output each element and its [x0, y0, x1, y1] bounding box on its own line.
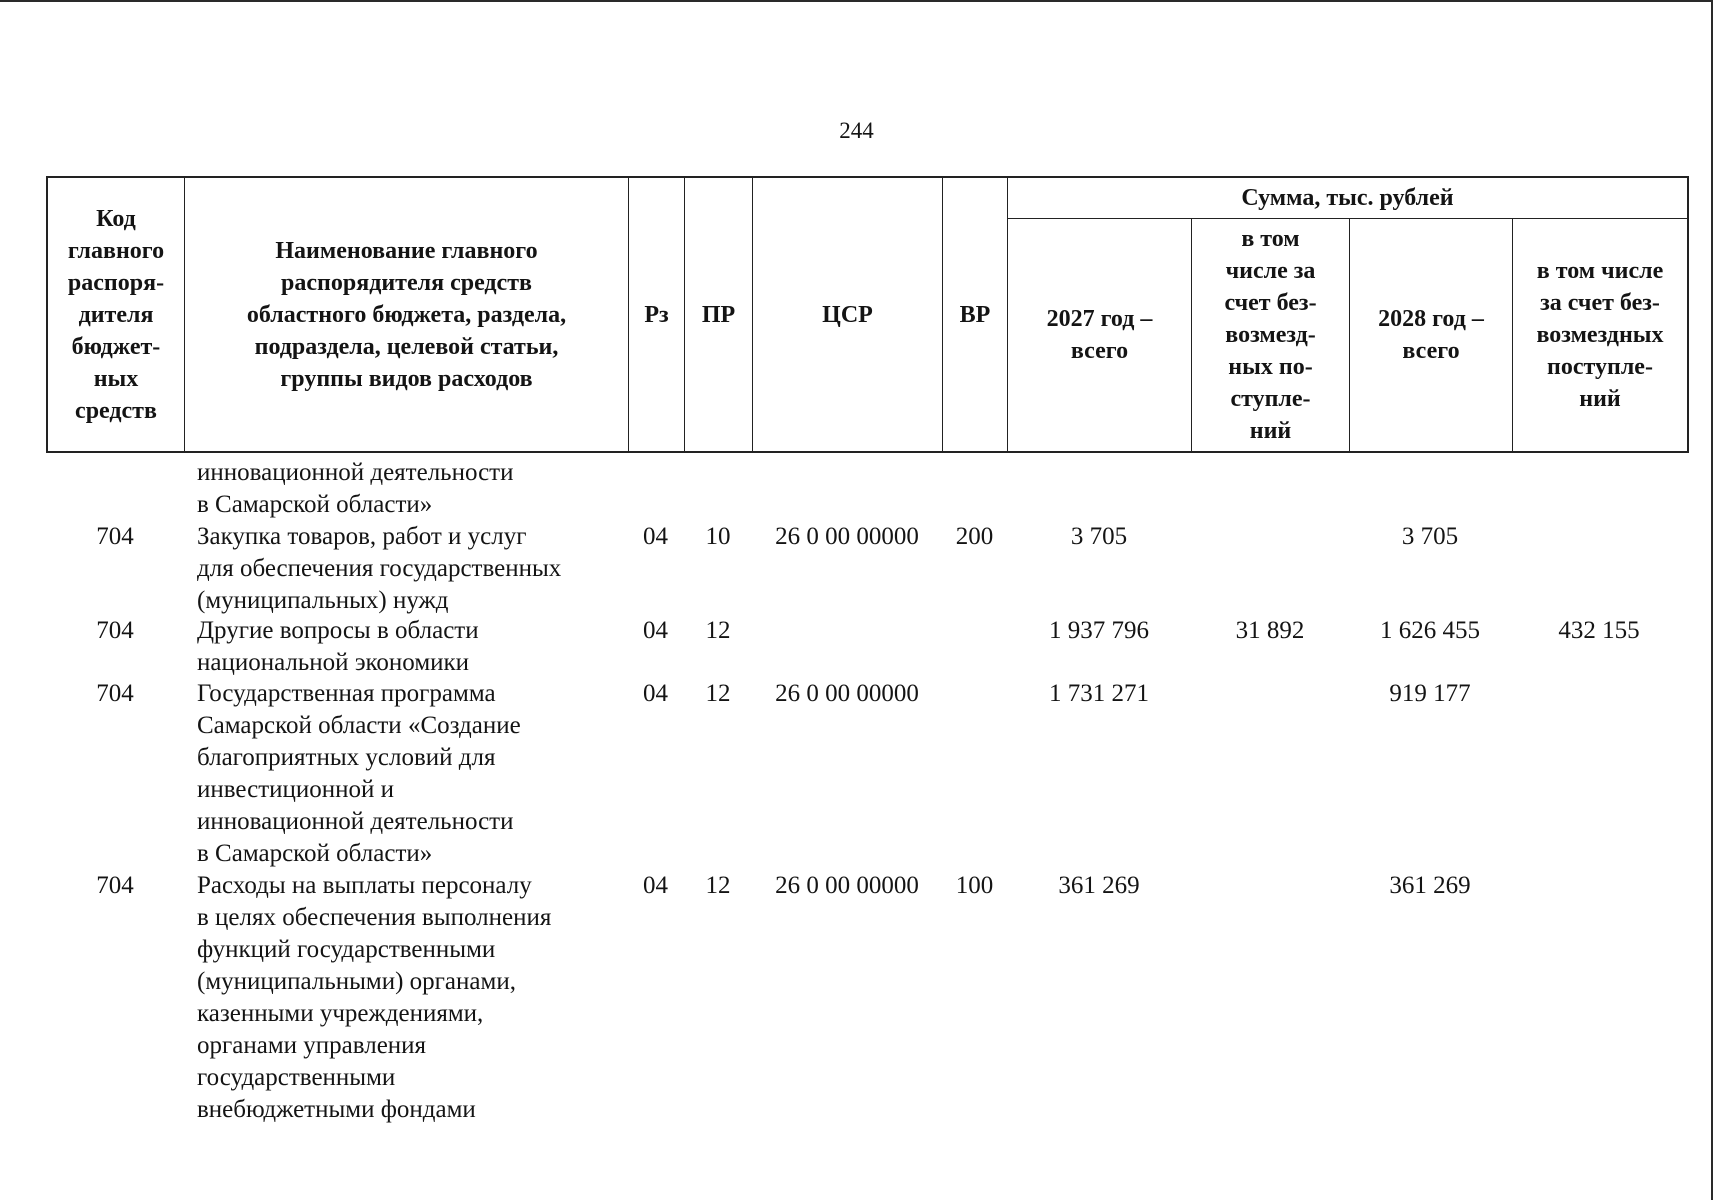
row-name-line: внебюджетными фондами [197, 1096, 476, 1123]
header-line: в том [1241, 226, 1300, 252]
header-name [185, 178, 628, 451]
row-name-line: национальной экономики [197, 649, 470, 676]
row-code: 704 [96, 617, 134, 644]
header-code [48, 178, 184, 451]
header-line: Наименование главного [275, 237, 538, 264]
row-name-line: в Самарской области» [197, 491, 433, 518]
header-line: распорядителя средств [281, 269, 532, 296]
header-gratis-2027 [1192, 219, 1349, 451]
row-name-line: инвестиционной и [197, 776, 395, 803]
header-line: дителя [78, 301, 154, 328]
row-rz: 04 [643, 523, 668, 550]
header-line: в том числе [1536, 258, 1664, 284]
row-total-2028: 361 269 [1389, 872, 1471, 899]
header-line: ний [1249, 418, 1292, 444]
header-line: областного бюджета, раздела, [246, 301, 567, 328]
header-sum-title: Сумма, тыс. рублей [1241, 185, 1454, 211]
header-line: ных [93, 365, 139, 392]
header-csr: ЦСР [822, 301, 873, 328]
header-line: возмездных [1536, 322, 1664, 348]
header-total-2027 [1008, 219, 1191, 451]
row-total-2027: 1 937 796 [1049, 617, 1149, 644]
table-header [46, 176, 1689, 453]
row-name-line: Самарской области «Создание [197, 712, 521, 739]
row-name-line: (муниципальных) нужд [197, 587, 449, 614]
header-line: за счет без- [1540, 290, 1660, 316]
row-name-line: (муниципальными) органами, [197, 968, 516, 995]
header-line: бюджет- [71, 333, 161, 360]
row-gratis-2028: 432 155 [1558, 617, 1640, 644]
page-frame-top [0, 0, 1713, 2]
page-number: 244 [839, 118, 874, 143]
header-line: всего [1402, 338, 1460, 364]
header-total-2028 [1350, 219, 1512, 451]
row-name-line: для обеспечения государственных [197, 555, 562, 582]
row-total-2027: 1 731 271 [1049, 680, 1149, 707]
header-line: Код [96, 205, 136, 232]
header-vr: ВР [959, 301, 991, 328]
header-line: главного [67, 237, 165, 264]
row-rz: 04 [643, 680, 668, 707]
header-line: средств [75, 397, 157, 424]
row-code: 704 [96, 523, 134, 550]
row-csr: 26 0 00 00000 [775, 872, 919, 899]
header-line: группы видов расходов [280, 365, 533, 392]
row-name-line: в целях обеспечения выполнения [197, 904, 552, 931]
header-line: ний [1579, 386, 1621, 412]
header-line: ных по- [1228, 354, 1313, 380]
row-name-line: Расходы на выплаты персоналу [197, 872, 532, 899]
row-name-line: функций государственными [197, 936, 496, 963]
row-vr: 200 [955, 523, 994, 550]
row-vr: 100 [955, 872, 994, 899]
header-line: возмезд- [1225, 322, 1316, 348]
header-pr: ПР [701, 301, 736, 328]
row-code: 704 [96, 680, 134, 707]
row-csr: 26 0 00 00000 [775, 680, 919, 707]
row-pr: 12 [705, 617, 731, 644]
row-total-2028: 3 705 [1401, 523, 1459, 550]
header-line: числе за [1225, 258, 1316, 284]
header-gratis-2028 [1513, 219, 1687, 451]
row-total-2027: 3 705 [1070, 523, 1128, 550]
row-pr: 12 [705, 872, 731, 899]
header-line: всего [1070, 338, 1129, 364]
header-line: ступле- [1230, 386, 1311, 412]
row-gratis-2027: 31 892 [1235, 617, 1305, 644]
row-pr: 10 [705, 523, 731, 550]
header-line: подраздела, целевой статьи, [254, 333, 559, 360]
row-total-2027: 361 269 [1058, 872, 1140, 899]
header-line: поступле- [1547, 354, 1653, 380]
row-name-line: благоприятных условий для [197, 744, 496, 771]
row-csr: 26 0 00 00000 [775, 523, 919, 550]
row-name-line: инновационной деятельности [197, 808, 514, 835]
row-name-line: Закупка товаров, работ и услуг [197, 523, 527, 550]
header-line: 2028 год – [1378, 306, 1484, 332]
row-name-line: казенными учреждениями, [197, 1000, 484, 1027]
row-rz: 04 [643, 617, 668, 644]
row-name-line: Государственная программа [197, 680, 496, 707]
row-code: 704 [96, 872, 134, 899]
row-name-line: государственными [197, 1064, 396, 1091]
row-name-line: в Самарской области» [197, 840, 433, 867]
header-line: счет без- [1224, 290, 1317, 316]
row-total-2028: 919 177 [1389, 680, 1471, 707]
row-pr: 12 [705, 680, 731, 707]
row-total-2028: 1 626 455 [1380, 617, 1480, 644]
row-rz: 04 [643, 872, 668, 899]
row-name-line: инновационной деятельности [197, 459, 514, 486]
header-rz: Рз [644, 301, 669, 328]
row-name-line: органами управления [197, 1032, 427, 1059]
header-line: 2027 год – [1046, 306, 1153, 332]
row-name-line: Другие вопросы в области [197, 617, 479, 644]
header-line: распоря- [67, 269, 165, 296]
